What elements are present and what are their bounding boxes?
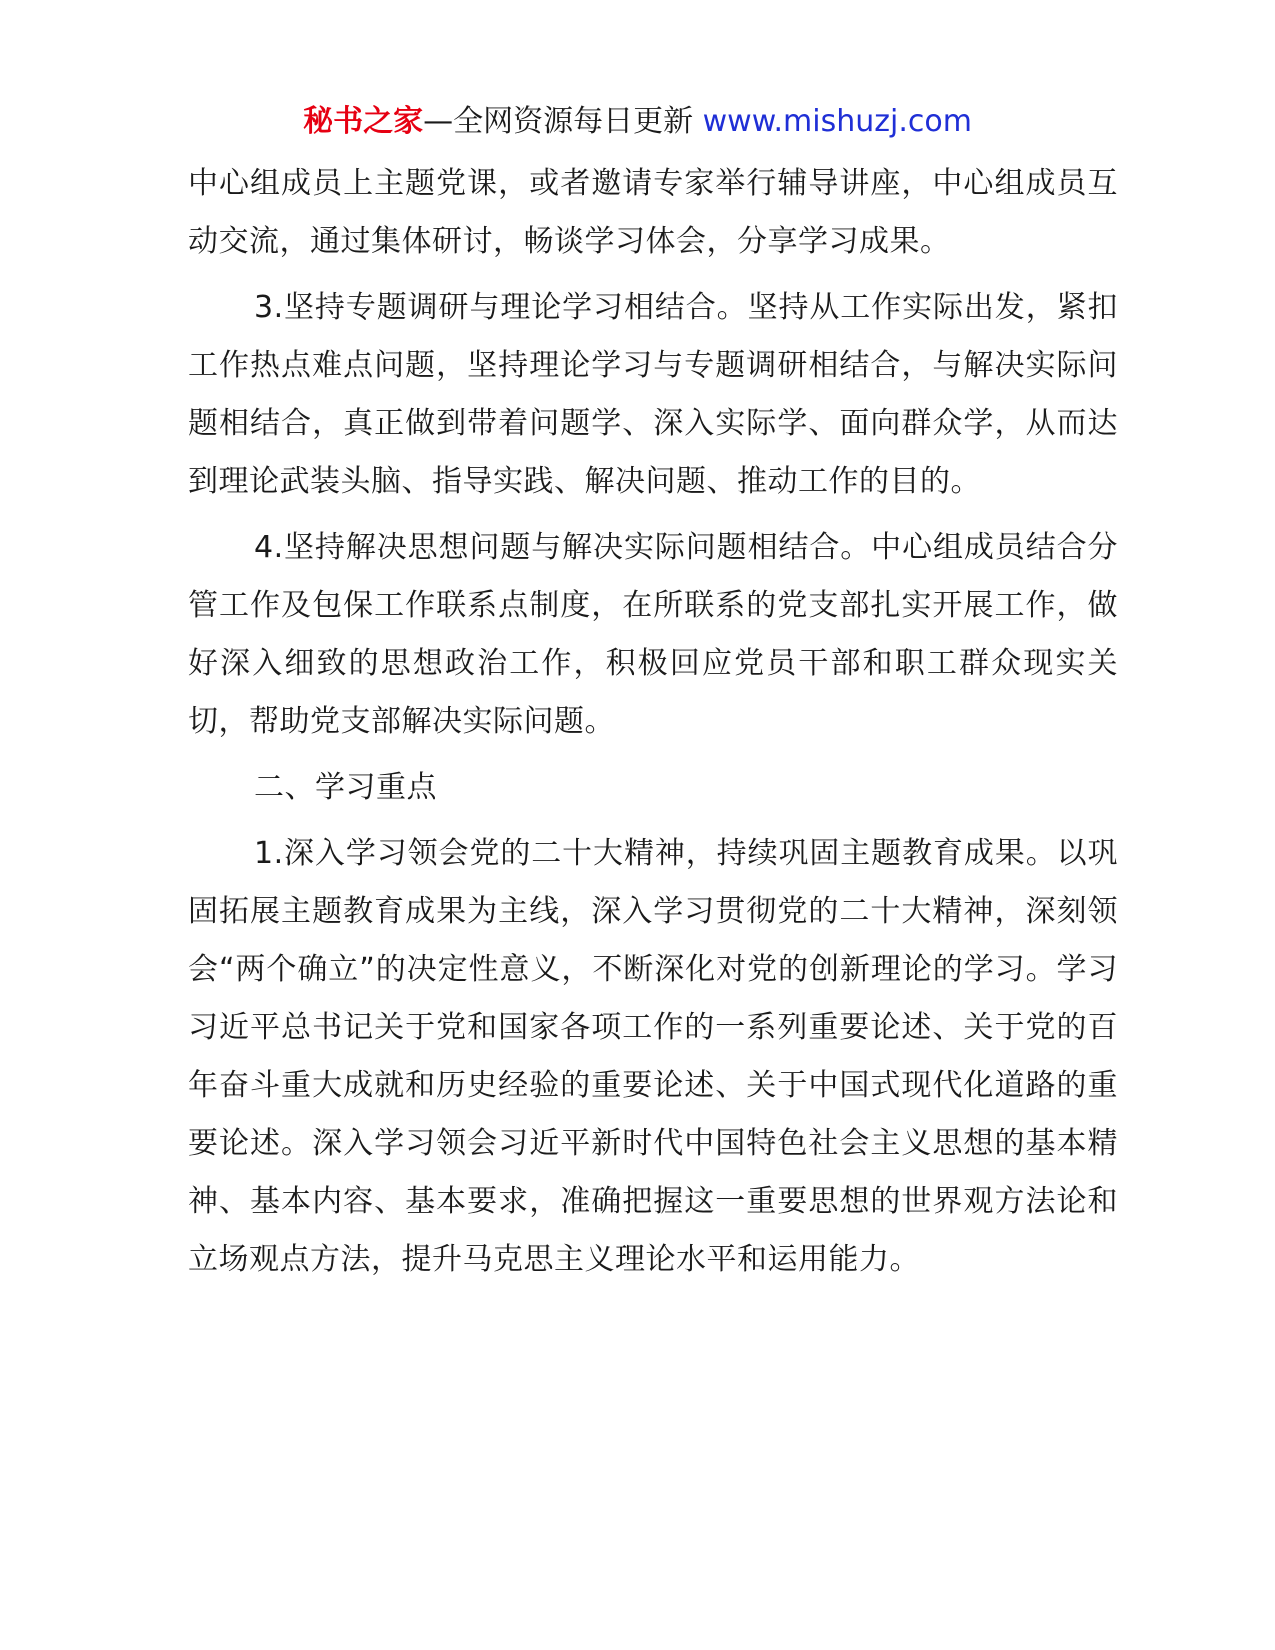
paragraph-continuation: 中心组成员上主题党课，或者邀请专家举行辅导讲座，中心组成员互动交流，通过集体研讨，畅谈学习体会，分享学习成果。	[188, 166, 1118, 259]
paragraph-point-4: 4.坚持解决思想问题与解决实际问题相结合。中心组成员结合分管工作及包保工作联系点制度，在所联系的党支部扎实开展工作，做好深入细致的思想政治工作，积极回应党员干部和职工群众现实关切，帮助党支部解决实际问题。	[188, 530, 1118, 739]
paragraph-point-3: 3.坚持专题调研与理论学习相结合。坚持从工作实际出发，紧扣工作热点难点问题，坚持理论学习与专题调研相结合，与解决实际问题相结合，真正做到带着问题学、深入实际学、面向群众学，从而达到理论武装头脑、指导实践、解决问题、推动工作的目的。	[188, 290, 1118, 499]
document-body	[188, 155, 1118, 1289]
header-brand: 秘书之家	[303, 104, 424, 139]
page-header	[0, 100, 1275, 144]
section-heading-study-focus: 二、学习重点	[254, 770, 437, 805]
header-url-link[interactable]: www.mishuzj.com	[702, 104, 972, 139]
paragraph-focus-1: 1.深入学习领会党的二十大精神，持续巩固主题教育成果。以巩固拓展主题教育成果为主线，深入学习贯彻党的二十大精神，深刻领会“两个确立”的决定性意义，不断深化对党的创新理论的学习。学习习近平总书记关于党和国家各项工作的一系列重要论述、关于党的百年奋斗重大成就和历史经验的重要论述、关于中国式现代化道路的重要论述。深入学习领会习近平新时代中国特色社会主义思想的基本精神、基本内容、基本要求，准确把握这一重要思想的世界观方法论和立场观点方法，提升马克思主义理论水平和运用能力。	[188, 836, 1118, 1277]
header-slogan: —全网资源每日更新	[423, 104, 703, 139]
